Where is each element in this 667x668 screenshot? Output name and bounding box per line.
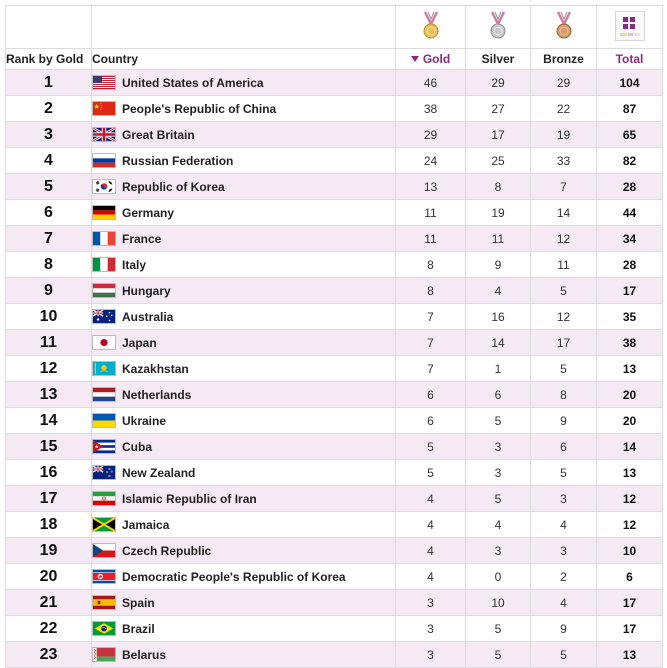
total-count: 12 bbox=[597, 486, 663, 512]
silver-count: 8 bbox=[466, 174, 531, 200]
icon-row bbox=[6, 6, 663, 49]
country-cell[interactable] bbox=[92, 200, 396, 226]
country-name[interactable]: Czech Republic bbox=[122, 543, 212, 558]
country-name[interactable]: Great Britain bbox=[122, 127, 195, 142]
bronze-medal-icon-cell bbox=[531, 6, 597, 49]
hungary-flag-icon bbox=[92, 283, 116, 298]
gold-count: 5 bbox=[396, 434, 466, 460]
silver-count: 27 bbox=[466, 96, 531, 122]
bronze-count: 3 bbox=[531, 538, 597, 564]
table-row[interactable] bbox=[6, 356, 663, 382]
gold-count: 46 bbox=[396, 70, 466, 96]
bronze-count: 19 bbox=[531, 122, 597, 148]
country-name[interactable]: France bbox=[122, 231, 162, 246]
table-row[interactable] bbox=[6, 96, 663, 122]
gold-count: 6 bbox=[396, 382, 466, 408]
silver-medal-icon bbox=[487, 11, 509, 41]
gold-medal-icon-cell bbox=[396, 6, 466, 49]
table-row[interactable] bbox=[6, 200, 663, 226]
belarus-flag-icon bbox=[92, 647, 116, 662]
country-name[interactable]: Japan bbox=[122, 335, 157, 350]
silver-count: 3 bbox=[466, 434, 531, 460]
italy-flag-icon bbox=[92, 257, 116, 272]
silver-count: 3 bbox=[466, 538, 531, 564]
medal-table bbox=[5, 5, 663, 668]
country-name[interactable]: Democratic People's Republic of Korea bbox=[122, 569, 346, 584]
table-row[interactable] bbox=[6, 616, 663, 642]
australia-flag-icon bbox=[92, 309, 116, 324]
total-count: 65 bbox=[597, 122, 663, 148]
bronze-count: 8 bbox=[531, 382, 597, 408]
gold-count: 11 bbox=[396, 226, 466, 252]
country-name[interactable]: Belarus bbox=[122, 647, 167, 662]
gold-medal-icon bbox=[420, 11, 442, 41]
rank-cell: 11 bbox=[6, 330, 92, 356]
silver-count: 17 bbox=[466, 122, 531, 148]
table-row[interactable] bbox=[6, 408, 663, 434]
total-count: 20 bbox=[597, 408, 663, 434]
north-korea-flag-icon bbox=[92, 569, 116, 584]
gold-count: 11 bbox=[396, 200, 466, 226]
rank-cell: 19 bbox=[6, 538, 92, 564]
gold-count: 3 bbox=[396, 616, 466, 642]
brazil-flag-icon bbox=[92, 621, 116, 636]
country-name[interactable]: Ukraine bbox=[122, 413, 167, 428]
spain-flag-icon bbox=[92, 595, 116, 610]
bronze-count: 4 bbox=[531, 512, 597, 538]
country-cell[interactable] bbox=[92, 174, 396, 200]
south-korea-flag-icon bbox=[92, 179, 116, 194]
gold-count: 7 bbox=[396, 356, 466, 382]
bronze-count: 9 bbox=[531, 616, 597, 642]
country-cell[interactable] bbox=[92, 460, 396, 486]
bronze-count: 14 bbox=[531, 200, 597, 226]
bronze-count: 3 bbox=[531, 486, 597, 512]
gold-count: 38 bbox=[396, 96, 466, 122]
gold-count: 8 bbox=[396, 252, 466, 278]
rank-cell: 7 bbox=[6, 226, 92, 252]
rank-cell: 23 bbox=[6, 642, 92, 668]
total-count: 38 bbox=[597, 330, 663, 356]
usa-flag-icon bbox=[92, 75, 116, 90]
country-cell[interactable] bbox=[92, 408, 396, 434]
rank-cell: 15 bbox=[6, 434, 92, 460]
bronze-count: 6 bbox=[531, 434, 597, 460]
silver-count: 9 bbox=[466, 252, 531, 278]
total-count: 17 bbox=[597, 616, 663, 642]
china-flag-icon bbox=[92, 101, 116, 116]
bronze-count: 29 bbox=[531, 70, 597, 96]
gold-count: 6 bbox=[396, 408, 466, 434]
gold-count: 8 bbox=[396, 278, 466, 304]
bronze-header[interactable]: Bronze bbox=[531, 49, 597, 70]
bronze-count: 5 bbox=[531, 278, 597, 304]
table-row[interactable] bbox=[6, 304, 663, 330]
rank-cell: 1 bbox=[6, 70, 92, 96]
silver-count: 6 bbox=[466, 382, 531, 408]
table-row[interactable] bbox=[6, 590, 663, 616]
country-name[interactable]: Germany bbox=[122, 205, 175, 220]
iran-flag-icon bbox=[92, 491, 116, 506]
russia-flag-icon bbox=[92, 153, 116, 168]
country-cell[interactable] bbox=[92, 122, 396, 148]
rank-cell: 2 bbox=[6, 96, 92, 122]
country-cell[interactable] bbox=[92, 382, 396, 408]
rank-cell: 3 bbox=[6, 122, 92, 148]
total-count: 17 bbox=[597, 590, 663, 616]
gold-count: 3 bbox=[396, 590, 466, 616]
bronze-count: 22 bbox=[531, 96, 597, 122]
bronze-medal-icon bbox=[553, 11, 575, 41]
gold-count: 5 bbox=[396, 460, 466, 486]
rank-cell: 22 bbox=[6, 616, 92, 642]
country-cell[interactable] bbox=[92, 512, 396, 538]
total-medals-icon bbox=[615, 11, 645, 41]
table-row[interactable] bbox=[6, 226, 663, 252]
total-icon-cell bbox=[597, 6, 663, 49]
country-name[interactable]: Australia bbox=[122, 309, 174, 324]
country-cell[interactable] bbox=[92, 252, 396, 278]
bronze-count: 2 bbox=[531, 564, 597, 590]
country-name[interactable]: Cuba bbox=[122, 439, 152, 454]
bronze-count: 9 bbox=[531, 408, 597, 434]
total-count: 14 bbox=[597, 434, 663, 460]
total-count: 44 bbox=[597, 200, 663, 226]
gold-count: 4 bbox=[396, 486, 466, 512]
total-count: 10 bbox=[597, 538, 663, 564]
total-count: 87 bbox=[597, 96, 663, 122]
country-cell[interactable] bbox=[92, 564, 396, 590]
country-name[interactable]: Islamic Republic of Iran bbox=[122, 491, 257, 506]
total-count: 13 bbox=[597, 460, 663, 486]
silver-count: 1 bbox=[466, 356, 531, 382]
silver-medal-icon-cell bbox=[466, 6, 531, 49]
gold-header[interactable] bbox=[396, 49, 466, 70]
country-name[interactable]: Netherlands bbox=[122, 387, 192, 402]
total-count: 35 bbox=[597, 304, 663, 330]
country-name[interactable]: Spain bbox=[122, 595, 155, 610]
jamaica-flag-icon bbox=[92, 517, 116, 532]
bronze-count: 7 bbox=[531, 174, 597, 200]
table-row[interactable] bbox=[6, 122, 663, 148]
silver-count: 3 bbox=[466, 460, 531, 486]
kazakhstan-flag-icon bbox=[92, 361, 116, 376]
icon-row-spacer bbox=[92, 6, 396, 49]
country-cell[interactable] bbox=[92, 590, 396, 616]
total-count: 13 bbox=[597, 642, 663, 668]
table-row[interactable] bbox=[6, 538, 663, 564]
rank-cell: 9 bbox=[6, 278, 92, 304]
icon-row-spacer bbox=[6, 6, 92, 49]
gold-header-label: Gold bbox=[422, 52, 451, 66]
gold-count: 7 bbox=[396, 330, 466, 356]
country-name[interactable]: Jamaica bbox=[122, 517, 170, 532]
rank-cell: 8 bbox=[6, 252, 92, 278]
country-cell[interactable] bbox=[92, 148, 396, 174]
bronze-count: 33 bbox=[531, 148, 597, 174]
table-row[interactable] bbox=[6, 642, 663, 668]
country-cell[interactable] bbox=[92, 538, 396, 564]
table-row[interactable] bbox=[6, 564, 663, 590]
rank-cell: 5 bbox=[6, 174, 92, 200]
silver-count: 11 bbox=[466, 226, 531, 252]
rank-cell: 4 bbox=[6, 148, 92, 174]
total-count: 28 bbox=[597, 174, 663, 200]
bronze-count: 4 bbox=[531, 590, 597, 616]
country-name[interactable]: Russian Federation bbox=[122, 153, 234, 168]
rank-cell: 17 bbox=[6, 486, 92, 512]
country-name[interactable]: Italy bbox=[122, 257, 147, 272]
table-row[interactable] bbox=[6, 330, 663, 356]
silver-count: 14 bbox=[466, 330, 531, 356]
silver-count: 19 bbox=[466, 200, 531, 226]
gold-count: 4 bbox=[396, 512, 466, 538]
medal-rows bbox=[6, 70, 663, 668]
gold-count: 29 bbox=[396, 122, 466, 148]
gold-count: 4 bbox=[396, 538, 466, 564]
country-cell[interactable] bbox=[92, 356, 396, 382]
bronze-count: 5 bbox=[531, 460, 597, 486]
silver-count: 25 bbox=[466, 148, 531, 174]
table-row[interactable] bbox=[6, 278, 663, 304]
new-zealand-flag-icon bbox=[92, 465, 116, 480]
rank-cell: 18 bbox=[6, 512, 92, 538]
country-name[interactable]: United States of America bbox=[122, 75, 264, 90]
total-count: 28 bbox=[597, 252, 663, 278]
silver-count: 0 bbox=[466, 564, 531, 590]
country-cell[interactable] bbox=[92, 642, 396, 668]
silver-count: 5 bbox=[466, 486, 531, 512]
silver-count: 5 bbox=[466, 408, 531, 434]
country-header[interactable]: Country bbox=[92, 49, 396, 70]
total-count: 13 bbox=[597, 356, 663, 382]
bronze-count: 12 bbox=[531, 304, 597, 330]
rank-cell: 14 bbox=[6, 408, 92, 434]
rank-cell: 13 bbox=[6, 382, 92, 408]
country-name[interactable]: Brazil bbox=[122, 621, 155, 636]
netherlands-flag-icon bbox=[92, 387, 116, 402]
table-row[interactable] bbox=[6, 486, 663, 512]
country-name[interactable]: People's Republic of China bbox=[122, 101, 277, 116]
silver-count: 5 bbox=[466, 616, 531, 642]
table-row[interactable] bbox=[6, 70, 663, 96]
table-row[interactable] bbox=[6, 252, 663, 278]
country-cell[interactable] bbox=[92, 96, 396, 122]
gold-count: 7 bbox=[396, 304, 466, 330]
cuba-flag-icon bbox=[92, 439, 116, 454]
rank-cell: 16 bbox=[6, 460, 92, 486]
total-count: 82 bbox=[597, 148, 663, 174]
czech-republic-flag-icon bbox=[92, 543, 116, 558]
rank-cell: 21 bbox=[6, 590, 92, 616]
silver-count: 5 bbox=[466, 642, 531, 668]
bronze-count: 5 bbox=[531, 356, 597, 382]
silver-count: 10 bbox=[466, 590, 531, 616]
gold-count: 24 bbox=[396, 148, 466, 174]
ukraine-flag-icon bbox=[92, 413, 116, 428]
column-header-row bbox=[6, 49, 663, 70]
table-row[interactable] bbox=[6, 434, 663, 460]
total-count: 12 bbox=[597, 512, 663, 538]
rank-cell: 20 bbox=[6, 564, 92, 590]
gold-count: 13 bbox=[396, 174, 466, 200]
silver-count: 4 bbox=[466, 278, 531, 304]
rank-header[interactable]: Rank by Gold bbox=[6, 49, 92, 70]
bronze-count: 17 bbox=[531, 330, 597, 356]
table-row[interactable] bbox=[6, 460, 663, 486]
country-cell[interactable] bbox=[92, 330, 396, 356]
total-count: 20 bbox=[597, 382, 663, 408]
table-row[interactable] bbox=[6, 512, 663, 538]
country-cell[interactable] bbox=[92, 304, 396, 330]
country-cell[interactable] bbox=[92, 486, 396, 512]
sort-descending-icon bbox=[411, 56, 419, 62]
rank-cell: 6 bbox=[6, 200, 92, 226]
bronze-count: 11 bbox=[531, 252, 597, 278]
country-cell[interactable] bbox=[92, 278, 396, 304]
silver-count: 29 bbox=[466, 70, 531, 96]
country-name[interactable]: Republic of Korea bbox=[122, 179, 225, 194]
bronze-count: 5 bbox=[531, 642, 597, 668]
total-header[interactable]: Total bbox=[597, 49, 663, 70]
gold-count: 3 bbox=[396, 642, 466, 668]
country-cell[interactable] bbox=[92, 70, 396, 96]
country-name[interactable]: Hungary bbox=[122, 283, 171, 298]
table-row[interactable] bbox=[6, 382, 663, 408]
country-name[interactable]: New Zealand bbox=[122, 465, 196, 480]
rank-cell: 12 bbox=[6, 356, 92, 382]
gold-count: 4 bbox=[396, 564, 466, 590]
country-cell[interactable] bbox=[92, 616, 396, 642]
rank-cell: 10 bbox=[6, 304, 92, 330]
total-count: 6 bbox=[597, 564, 663, 590]
silver-count: 4 bbox=[466, 512, 531, 538]
table-row[interactable] bbox=[6, 174, 663, 200]
great-britain-flag-icon bbox=[92, 127, 116, 142]
france-flag-icon bbox=[92, 231, 116, 246]
total-count: 104 bbox=[597, 70, 663, 96]
bronze-count: 12 bbox=[531, 226, 597, 252]
country-cell[interactable] bbox=[92, 226, 396, 252]
total-count: 17 bbox=[597, 278, 663, 304]
table-row[interactable] bbox=[6, 148, 663, 174]
country-cell[interactable] bbox=[92, 434, 396, 460]
germany-flag-icon bbox=[92, 205, 116, 220]
total-count: 34 bbox=[597, 226, 663, 252]
silver-header[interactable]: Silver bbox=[466, 49, 531, 70]
silver-count: 16 bbox=[466, 304, 531, 330]
country-name[interactable]: Kazakhstan bbox=[122, 361, 189, 376]
japan-flag-icon bbox=[92, 335, 116, 350]
